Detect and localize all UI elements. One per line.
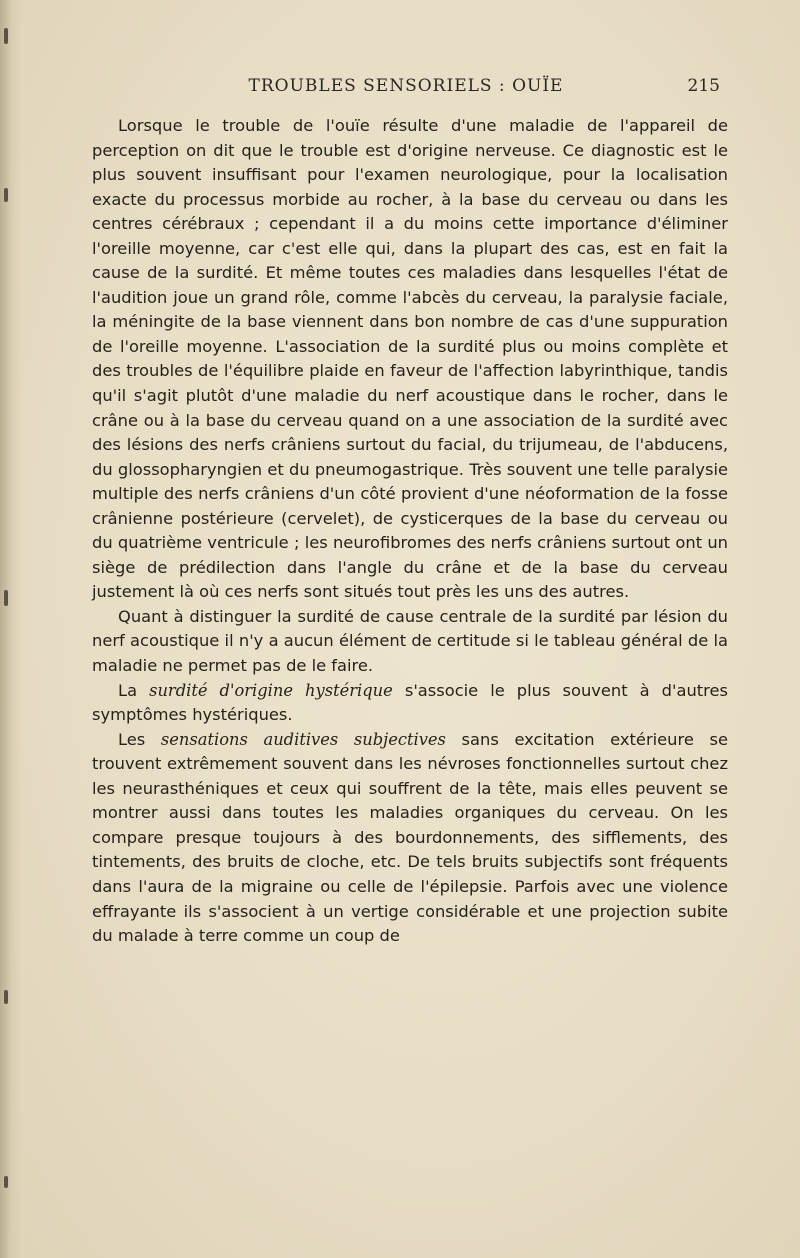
emphasized-term: sensations auditives subjectives — [160, 729, 446, 749]
page-number: 215 — [687, 76, 720, 96]
emphasized-term: surdité d'origine hystérique — [149, 680, 393, 700]
paragraph — [92, 679, 728, 728]
paragraph-prefix: La — [118, 680, 150, 700]
edge-mark — [4, 28, 8, 44]
edge-mark — [4, 990, 8, 1004]
paragraph-text: sans excitation extérieure se trouvent extrêmement souvent dans les névroses fonctionnelles surtout chez les neurasthéniques et ceux qui souffrent de la tête, mais elles peuvent se montrer aussi dans toutes les maladies organiques du cerveau. On les compare presque toujours à des bourdonnements, des sifflements, des tintements, des bruits de cloche, etc. De tels bruits subjectifs sont fréquents dans l'aura de la migraine ou celle de l'épilepsie. Parfois avec une violence effrayante ils s'associent à un vertige considérable et une projection subite du malade à terre comme un coup de — [92, 729, 728, 946]
paragraph — [92, 114, 728, 605]
page-header — [92, 74, 720, 102]
paragraph-text: s'associe le plus souvent à d'autres symptômes hystériques. — [92, 680, 728, 725]
body-text — [92, 114, 728, 949]
paragraph — [92, 605, 728, 679]
paragraph — [92, 728, 728, 949]
paragraph-text: Quant à distinguer la surdité de cause centrale de la surdité par lésion du nerf acoustique il n'y a aucun élément de certitude si le tableau général de la maladie ne permet pas de le faire. — [92, 606, 728, 676]
paragraph-prefix: Les — [118, 729, 161, 749]
edge-mark — [4, 1176, 8, 1188]
edge-mark — [4, 188, 8, 202]
edge-mark — [4, 590, 8, 606]
paragraph-text: Lorsque le trouble de l'ouïe résulte d'une maladie de l'appareil de perception on dit que le trouble est d'origine nerveuse. Ce diagnostic est le plus souvent insuffisant pour l'examen neurologique, pour la localisation exacte du processus morbide au rocher, à la base du cerveau ou dans les centres cérébraux ; cependant il a du moins cette importance d'éliminer l'oreille moyenne, car c'est elle qui, dans la plupart des cas, est en fait la cause de la surdité. Et même toutes ces maladies dans lesquelles l'état de l'audition joue un grand rôle, comme l'abcès du cerveau, la paralysie faciale, la méningite de la base viennent dans bon nombre de cas d'une suppuration de l'oreille moyenne. L'association de la surdité plus ou moins complète et des troubles de l'équilibre plaide en faveur de l'affection labyrinthique, tandis qu'il s'agit plutôt d'une maladie du nerf acoustique dans le rocher, dans le crâne ou à la base du cerveau quand on a une association de la surdité avec des lésions des nerfs crâniens surtout du facial, du trijumeau, de l'abducens, du glossopharyngien et du pneumogastrique. Très souvent une telle paralysie multiple des nerfs crâniens d'un côté provient d'une néoformation de la fosse crânienne postérieure (cervelet), de cysticerques de la base du cerveau ou du quatrième ventricule ; les neurofibromes des nerfs crâniens surtout ont un siège de prédilection dans l'angle du crâne et de la base du cerveau justement là où ces nerfs sont situés tout près les uns des autres. — [92, 116, 728, 602]
running-title: TROUBLES SENSORIELS : OUÏE — [248, 76, 564, 96]
